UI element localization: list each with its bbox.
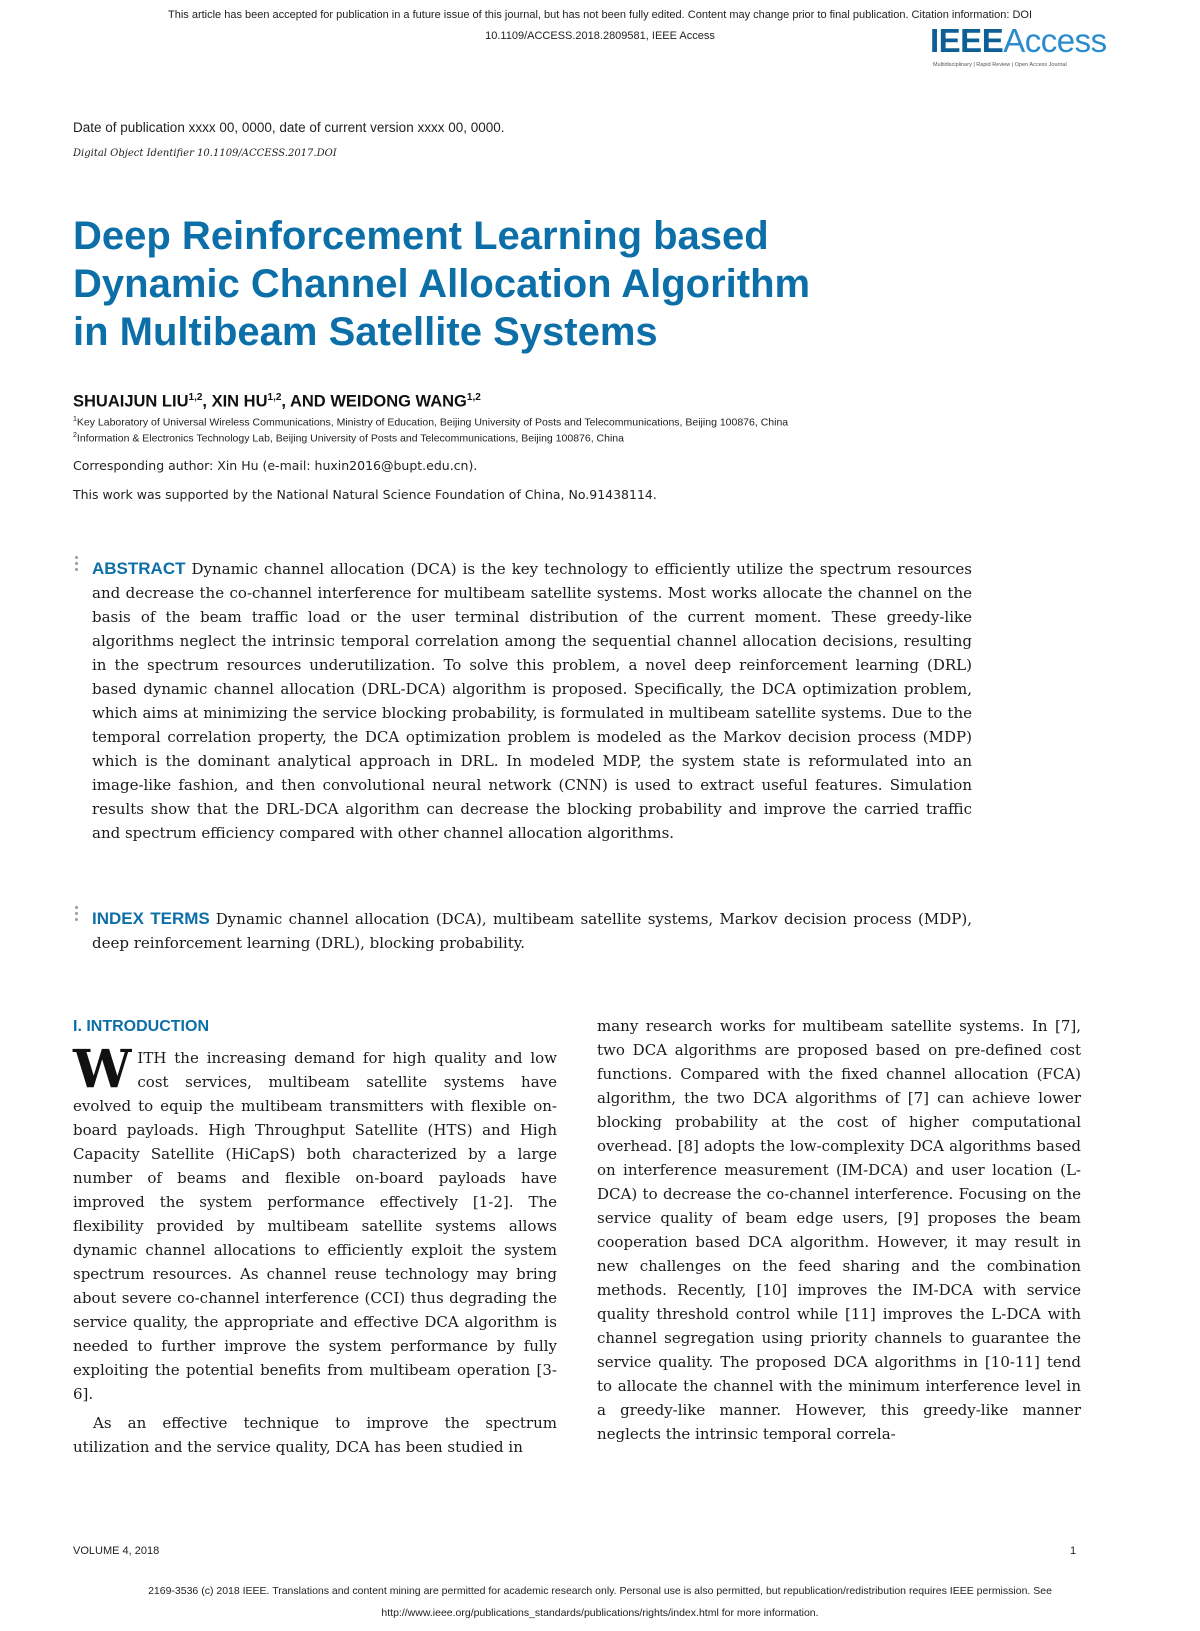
index-terms-label: INDEX TERMS — [92, 909, 210, 928]
publication-date: Date of publication xxxx 00, 0000, date of current version xxxx 00, 0000. — [73, 120, 505, 135]
abstract-label: ABSTRACT — [92, 559, 186, 578]
abstract-marker-icon — [75, 556, 79, 574]
corresponding-author: Corresponding author: Xin Hu (e-mail: huxin2016@bupt.edu.cn). — [73, 458, 478, 473]
copyright-footer — [0, 1580, 1200, 1624]
title-line-3: in Multibeam Satellite Systems — [73, 310, 658, 354]
funding-note: This work was supported by the National Natural Science Foundation of China, No.91438114. — [73, 487, 657, 502]
affiliation-number: 1 — [73, 416, 77, 423]
author-separator: , AND — [281, 392, 331, 411]
affiliation-1 — [73, 416, 788, 429]
drop-cap: W — [73, 1039, 132, 1100]
logo-tagline: Multidisciplinary | Rapid Review | Open Access Journal — [933, 62, 1067, 68]
index-terms-text: Dynamic channel allocation (DCA), multibeam satellite systems, Markov decision process (MDP), deep reinforcement learning (DRL), blocking probability. — [92, 910, 972, 952]
copyright-line1: 2169-3536 (c) 2018 IEEE. Translations and content mining are permitted for academic research only. Personal use is also permitted, but republication/redistribution requires IEEE permission. See — [148, 1585, 1052, 1597]
title-line-2: Dynamic Channel Allocation Algorithm — [73, 262, 811, 306]
author-affil-sup: 1,2 — [188, 392, 203, 403]
logo-ieee-text: IEEE — [930, 22, 1004, 59]
author-list — [73, 392, 481, 412]
intro-paragraph-3: many research works for multibeam satellite systems. In [7], two DCA algorithms are proposed based on pre-defined cost functions. Compared with the fixed channel allocation (FCA) algorithm, the two DCA algorithms of [7] can achieve lower blocking probability at the cost of higher computational overhead. [8] adopts the low-complexity DCA algorithms based on interference measurement (IM-DCA) and user location (L-DCA) to decrease the co-channel interference. Focusing on the service quality of beam edge users, [9] proposes the beam cooperation based DCA algorithm. However, it may result in new challenges on the feed sharing and the combination methods. Recently, [10] improves the IM-DCA with service quality threshold control while [11] improves the L-DCA with channel segregation using priority channels to guarantee the service quality. The proposed DCA algorithms in [10-11] tend to allocate the channel with the minimum interference level in a greedy-like manner. However, this greedy-like manner neglects the intrinsic temporal correla- — [597, 1017, 1081, 1443]
author-affil-sup: 1,2 — [466, 392, 481, 403]
intro-paragraph-1 — [73, 1039, 557, 1406]
section-heading-introduction: I. INTRODUCTION — [73, 1018, 209, 1035]
abstract-block — [92, 557, 972, 845]
journal-notice-line2: 10.1109/ACCESS.2018.2809581, IEEE Access — [485, 30, 715, 42]
journal-notice-line1: This article has been accepted for publication in a future issue of this journal, but has not been fully edited. Content may change prior to final publication. Citation information: DOI — [168, 9, 1032, 21]
left-column — [73, 1039, 557, 1459]
author-affil-sup: 1,2 — [267, 392, 282, 403]
author-name: XIN HU — [211, 392, 268, 411]
right-column — [597, 1014, 1081, 1446]
affiliation-2 — [73, 432, 624, 445]
page-number: 1 — [1070, 1545, 1077, 1557]
intro-paragraph-2: As an effective technique to improve the spectrum utilization and the service quality, DCA has been studied in — [73, 1414, 557, 1456]
author-name: WEIDONG WANG — [330, 392, 467, 411]
volume-label: VOLUME 4, 2018 — [73, 1545, 160, 1557]
affiliation-number: 2 — [73, 432, 77, 439]
index-terms-marker-icon — [75, 906, 79, 924]
affiliation-text: Information & Electronics Technology Lab, Beijing University of Posts and Telecommunications, Beijing 100876, China — [76, 432, 624, 445]
logo-access-text: Access — [1003, 22, 1107, 59]
intro-paragraph-1-text: ITH the increasing demand for high quality and low cost services, multibeam satellite systems have evolved to equip the multibeam transmitters with flexible on-board payloads. High Throughput Satellite (HTS) and High Capacity Satellite (HiCapS) both characterized by a large number of beams and flexible on-board payloads have improved the system performance effectively [1-2]. The flexibility provided by multibeam satellite systems allows dynamic channel allocations to efficiently exploit the system spectrum resources. As channel reuse technology may bring about severe co-channel interference (CCI) thus degrading the service quality, the appropriate and effective DCA algorithm is needed to further improve the system performance by fully exploiting the potential benefits from multibeam operation [3-6]. — [73, 1049, 557, 1403]
author-name: SHUAIJUN LIU — [73, 392, 189, 411]
doi-line: Digital Object Identifier 10.1109/ACCESS.2017.DOI — [73, 148, 337, 159]
abstract-text: Dynamic channel allocation (DCA) is the key technology to efficiently utilize the spectrum resources and decrease the co-channel interference for multibeam satellite systems. Most works allocate the channel on the basis of the beam traffic load or the user terminal distribution of the current moment. These greedy-like algorithms neglect the intrinsic temporal correlation among the sequential channel allocation decisions, resulting in the spectrum resources underutilization. To solve this problem, a novel deep reinforcement learning (DRL) based dynamic channel allocation (DRL-DCA) algorithm is proposed. Specifically, the DCA optimization problem, which aims at minimizing the service blocking probability, is formulated in multibeam satellite systems. Due to the temporal correlation property, the DCA optimization problem is modeled as the Markov decision process (MDP) which is the dominant analytical approach in DRL. In modeled MDP, the system state is reformulated into an image-like fashion, and then convolutional neural network (CNN) is used to extract useful features. Simulation results show that the DRL-DCA algorithm can decrease the blocking probability and improve the carried traffic and spectrum efficiency compared with other channel allocation algorithms. — [92, 560, 972, 842]
copyright-line2[interactable]: http://www.ieee.org/publications_standards/publications/rights/index.html for more information. — [381, 1607, 819, 1619]
index-terms-block — [92, 907, 972, 955]
author-separator: , — [202, 392, 212, 411]
affiliation-text: Key Laboratory of Universal Wireless Communications, Ministry of Education, Beijing University of Posts and Telecommunications, Beijing 100876, China — [76, 416, 789, 429]
ieee-access-logo — [930, 22, 1120, 68]
title-line-1: Deep Reinforcement Learning based — [73, 214, 769, 258]
paper-title — [73, 212, 973, 356]
